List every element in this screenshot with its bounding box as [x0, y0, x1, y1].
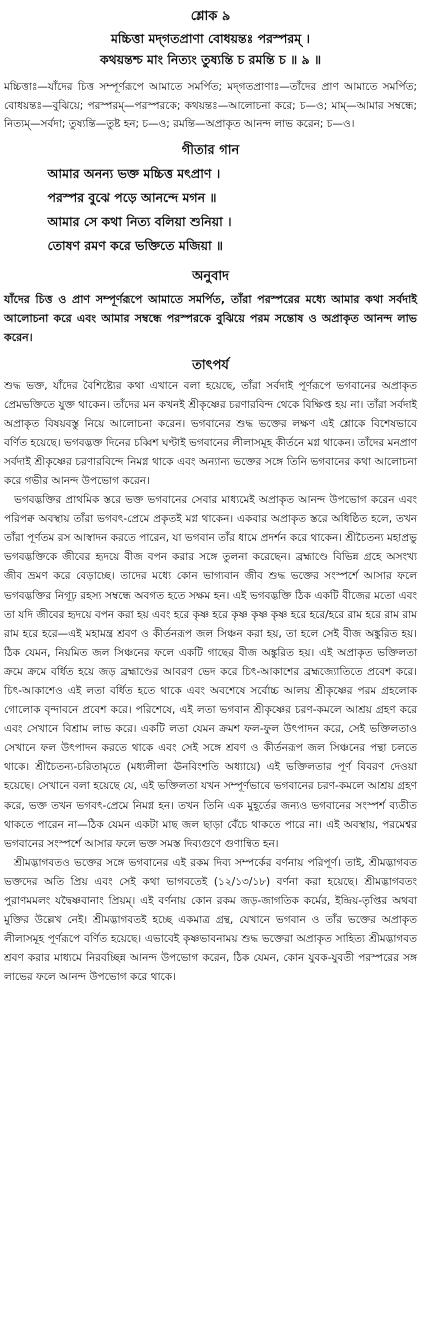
purport-paragraph: শুদ্ধ ভক্ত, যাঁদের বৈশিষ্ট্যের কথা এখানে বলা হয়েছে, তাঁরা সর্বদাই পূর্ণরূপে ভগবানের অপ্রাকৃত প্রেমভক্তিতে যুক্ত থাকেন। তাঁদের মন কখনই শ্রীকৃষ্ণের চরণারবিন্দ থেকে বিক্ষিপ্ত হয় না। তাঁরা সর্বদাই অপ্রাকৃত বিষয়বস্তু নিয়ে আলোচনা করেন। ভগবানের শুদ্ধ ভক্তের লক্ষণ এই শ্লোকে বিশেষভাবে বর্ণিত হয়েছে। ভগবদ্ভক্ত দিনের চব্বিশ ঘণ্টাই ভগবানের লীলাসমূহ কীর্তনে মগ্ন থাকেন। তাঁদের মনপ্রাণ সর্বদাই শ্রীকৃষ্ণের চরণারবিন্দে নিমগ্ন থাকে এবং অন্যান্য ভক্তের সঙ্গে তিনি ভগবানের কথা আলোচনা করে গভীর আনন্দ উপভোগ করেন। [4, 379, 417, 487]
song-line: পরস্পর বুঝে পড়ে আনন্দে মগন ॥ [47, 189, 217, 205]
translation-paragraph: যাঁদের চিত্ত ও প্রাণ সম্পূর্ণরূপে আমাতে সমর্পিত, তাঁরা পরস্পরের মধ্যে আমার কথা সর্বদাই আলোচনা করে এবং আমার সম্বন্ধে পরস্পরকে বুঝিয়ে পরম সন্তোষ ও অপ্রাকৃত আনন্দ লাভ করেন। [4, 292, 417, 344]
purport-body [4, 377, 417, 988]
verse-title: শ্লোক ৯ [190, 9, 231, 24]
song-title: গীতার গান [181, 142, 240, 158]
song-line: আমার অনন্য ভক্ত মচ্চিত্ত মৎপ্রাণ । [47, 165, 221, 181]
verse-line: মচ্চিত্তা মদ্‌গতপ্রাণা বোধয়ন্তঃ পরস্পরম্‌ । [110, 31, 311, 46]
translation-title: অনুবাদ [192, 268, 229, 284]
song-line: আমার সে কথা নিত্য বলিয়া শুনিয়া । [47, 213, 232, 229]
purport-paragraph: শ্রীমদ্ভাগবতও ভক্তের সঙ্গে ভগবানের এই রকম দিব্য সম্পর্কের বর্ণনায় পরিপূর্ণ। তাই, শ্রীমদ্ভাগবত ভক্তদের অতি প্রিয় এবং সেই কথা ভাগবতেই (১২/১৩/১৮) বর্ণনা করা হয়েছে। শ্রীমদ্ভাগবতং পুরাণমমলং যদ্বৈষ্ণবানাং প্রিয়ম্‌। এই বর্ণনায় কোন রকম জড়-জাগতিক কর্মের, ইন্দ্রিয়-তৃপ্তির অথবা মুক্তির উল্লেখ নেই। শ্রীমদ্ভাগবতই হচ্ছে একমাত্র গ্রন্থ, যেখানে ভগবান ও তাঁর ভক্তের অপ্রাকৃত লীলাসমূহ পূর্ণরূপে বর্ণিত হয়েছে। এভাবেই কৃষ্ণভাবনাময় শুদ্ধ ভক্তেরা অপ্রাকৃত সাহিত্য শ্রীমদ্ভাগবত শ্রবণ করার মাধ্যমে নিরবচ্ছিন্ন আনন্দ উপভোগ করেন, ঠিক যেমন, কোন যুবক-যুবতী পরস্পরের সঙ্গ লাভের ফলে আনন্দ উপভোগ করে থাকে। [4, 856, 417, 984]
verse-block [4, 28, 417, 70]
verse-line: কথয়ন্তশ্চ মাং নিত্যং তুষ্যন্তি চ রমন্তি চ ॥ ৯ ॥ [99, 52, 322, 67]
purport-paragraph: ভগবদ্ভক্তির প্রাথমিক স্তরে ভক্ত ভগবানের সেবার মাধ্যমেই অপ্রাকৃত আনন্দ উপভোগ করেন এবং পরিপক্ব অবস্থায় তাঁরা ভগবৎ-প্রেমে প্রকৃতই মগ্ন থাকেন। একবার অপ্রাকৃত স্তরে অধিষ্ঠিত হলে, তখন তাঁরা পূর্ণতম রস আস্বাদন করতে পারেন, যা ভগবান তাঁর ধামে প্রদর্শন করে থাকেন। শ্রীচৈতন্য মহাপ্রভু ভগবদ্ভক্তিকে জীবের হৃদয়ে বীজ বপন করার সঙ্গে তুলনা করেছেন। ব্রহ্মাণ্ডে বিভিন্ন গ্রহে অসংখ্য জীব ভ্রমণ করে বেড়াচ্ছে। তাদের মধ্যে কোন ভাগ্যবান জীব শুদ্ধ ভক্তের সংস্পর্শে আসার ফলে ভগবদ্ভক্তির নিগূঢ় রহস্য সম্বন্ধে অবগত হতে সক্ষম হন। এই ভগবদ্ভক্তি ঠিক একটি বীজের মতো এবং তা যদি জীবের হৃদয়ে বপন করা হয় এবং হরে কৃষ্ণ হরে কৃষ্ণ কৃষ্ণ কৃষ্ণ হরে হরে/হরে রাম হরে রাম রাম রাম হরে হরে—এই মহামন্ত্র শ্রবণ ও কীর্তনরূপ জল সিঞ্চন করা হয়, তা হলে সেই বীজ অঙ্কুরিত হয়। ঠিক যেমন, নিয়মিত জল সিঞ্চনের ফলে একটি গাছের বীজ অঙ্কুরিত হয়। এই অপ্রাকৃত ভক্তিলতা ক্রমে ক্রমে বর্ধিত হয়ে জড় ব্রহ্মাণ্ডের আবরণ ভেদ করে চিৎ-আকাশের ব্রহ্মজ্যোতিতে প্রবেশ করে। চিৎ-আকাশেও এই লতা বর্ধিত হতে থাকে এবং অবশেষে সর্বোচ্চ আলয় শ্রীকৃষ্ণের পরম গ্রহলোক গোলোক বৃন্দাবনে প্রবেশ করে। পরিশেষে, এই লতা ভগবান শ্রীকৃষ্ণের চরণ-কমলে আশ্রয় গ্রহণ করে এবং সেখানে বিশ্রাম লাভ করে। একটি লতা যেমন ক্রমশ ফল-ফুল উৎপাদন করে, সেই ভক্তিলতাও সেখানে ফল উৎপাদন করতে থাকে এবং সেই সঙ্গে শ্রবণ ও কীর্তনরূপ জল সিঞ্চনের পন্থা চলতে থাকে। শ্রীচৈতন্য-চরিতামৃতে (মধ্যলীলা ঊনবিংশতি অধ্যায়ে) এই ভক্তিলতার পূর্ণ বিবরণ দেওয়া হয়েছে। সেখানে বলা হয়েছে যে, এই ভক্তিলতা যখন সম্পূর্ণভাবে ভগবানের চরণ-কমলে আশ্রয় গ্রহণ করে, ভক্ত তখন ভগবৎ-প্রেমে নিমগ্ন হন। তখন তিনি এক মুহূর্তের জন্যও ভগবানের সংস্পর্শ ব্যতীত থাকতে পারেন না—ঠিক যেমন একটা মাছ জল ছাড়া বেঁচে থাকতে পারে না। এই অবস্থায়, পরমেশ্বর ভগবানের সংস্পর্শে আসার ফলে ভক্ত সমস্ত দিব্যগুণে গুণান্বিত হন। [4, 494, 417, 850]
purport-title: তাৎপর্য [192, 357, 229, 373]
synonyms-paragraph: মচ্চিত্তাঃ—যাঁদের চিত্ত সম্পূর্ণরূপে আমাতে সমর্পিত; মদ্‌গতপ্রাণাঃ—তাঁদের প্রাণ আমাতে সমর্পিত; বোধয়ন্তঃ—বুঝিয়ে; পরস্পরম্‌—পরস্পরকে; কথয়ন্তঃ—আলোচনা করে; চ—ও; মাম্‌—আমার সম্বন্ধে; নিত্যম্‌—সর্বদা; তুষ্যন্তি—তুষ্ট হন; চ—ও; রমন্তি—অপ্রাকৃত আনন্দ লাভ করেন; চ—ও। [4, 81, 417, 130]
song-line: তোষণ রমণ করে ভক্তিতে মজিয়া ॥ [47, 237, 223, 253]
song-block [48, 162, 374, 258]
